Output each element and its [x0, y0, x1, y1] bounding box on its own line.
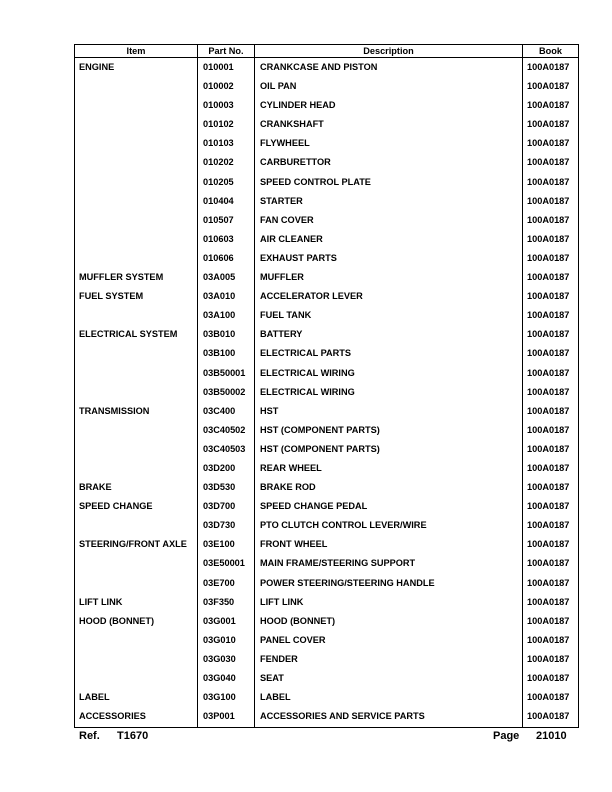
item-cell [75, 154, 198, 173]
item-cell [75, 249, 198, 268]
book-cell: 100A0187 [523, 555, 579, 574]
item-cell [75, 307, 198, 326]
table-row [75, 593, 579, 612]
table-row [75, 173, 579, 192]
book-cell: 100A0187 [523, 383, 579, 402]
part-no-cell: 010103 [198, 135, 255, 154]
description-cell: ELECTRICAL WIRING [255, 364, 523, 383]
book-cell: 100A0187 [523, 631, 579, 650]
footer-ref-label: Ref. [79, 730, 100, 742]
filler-cell [255, 727, 523, 728]
table-row [75, 230, 579, 249]
item-cell [75, 383, 198, 402]
table-row [75, 135, 579, 154]
column-header-part-no: Part No. [198, 45, 255, 58]
item-cell: LIFT LINK [79, 596, 123, 607]
description-cell: REAR WHEEL [255, 459, 523, 478]
column-header-item: Item [75, 45, 198, 58]
footer-page-label: Page [493, 730, 520, 742]
part-no-cell: 03B50002 [198, 383, 255, 402]
book-cell: 100A0187 [523, 192, 579, 211]
part-no-cell: 03G040 [198, 669, 255, 688]
book-cell: 100A0187 [523, 593, 579, 612]
book-cell: 100A0187 [523, 517, 579, 536]
table-row [75, 536, 579, 555]
part-no-cell: 03E100 [198, 536, 255, 555]
description-cell: PTO CLUTCH CONTROL LEVER/WIRE [255, 517, 523, 536]
book-cell: 100A0187 [523, 708, 579, 727]
description-cell: HST [255, 402, 523, 421]
filler-cell [75, 727, 198, 728]
part-no-cell: 03F350 [198, 593, 255, 612]
item-cell: LABEL [79, 692, 110, 703]
book-cell: 100A0187 [523, 650, 579, 669]
book-cell: 100A0187 [523, 211, 579, 230]
column-header-book: Book [523, 45, 579, 58]
table-row [75, 631, 579, 650]
part-no-cell: 010202 [198, 154, 255, 173]
part-no-cell: 010603 [198, 230, 255, 249]
book-cell: 100A0187 [523, 116, 579, 135]
item-cell: ACCESSORIES [79, 711, 146, 722]
part-no-cell: 03A100 [198, 307, 255, 326]
book-cell: 100A0187 [523, 287, 579, 306]
part-no-cell: 03G100 [198, 688, 255, 707]
table-body [75, 58, 579, 727]
item-cell [75, 116, 198, 135]
part-no-cell: 03P001 [198, 708, 255, 727]
part-no-cell: 010003 [198, 97, 255, 116]
description-cell: LIFT LINK [255, 593, 523, 612]
item-cell: BRAKE [79, 482, 112, 493]
book-cell: 100A0187 [523, 669, 579, 688]
item-cell [75, 650, 198, 669]
description-cell: ELECTRICAL PARTS [255, 345, 523, 364]
part-no-cell: 03A005 [198, 268, 255, 287]
description-cell: STARTER [255, 192, 523, 211]
part-no-cell: 010404 [198, 192, 255, 211]
item-cell: STEERING/FRONT AXLE [79, 539, 187, 550]
book-cell: 100A0187 [523, 459, 579, 478]
part-no-cell: 03G030 [198, 650, 255, 669]
item-cell [75, 517, 198, 536]
item-cell [75, 421, 198, 440]
description-cell: FRONT WHEEL [255, 536, 523, 555]
item-cell: ENGINE [79, 61, 115, 72]
item-cell [75, 97, 198, 116]
table-row [75, 97, 579, 116]
part-no-cell: 010507 [198, 211, 255, 230]
table-row [75, 154, 579, 173]
table-row [75, 478, 579, 497]
description-cell: CRANKCASE AND PISTON [255, 58, 523, 78]
description-cell: LABEL [255, 688, 523, 707]
table-row [75, 688, 579, 707]
table-row [75, 708, 579, 727]
description-cell: SPEED CHANGE PEDAL [255, 497, 523, 516]
description-cell: BATTERY [255, 326, 523, 345]
description-cell: HST (COMPONENT PARTS) [255, 421, 523, 440]
table-row [75, 364, 579, 383]
item-cell [75, 77, 198, 96]
description-cell: SPEED CONTROL PLATE [255, 173, 523, 192]
description-cell: AIR CLEANER [255, 230, 523, 249]
part-no-cell: 03C40503 [198, 440, 255, 459]
item-cell: HOOD (BONNET) [79, 615, 155, 626]
footer-ref-value: T1670 [117, 730, 149, 742]
item-cell [75, 631, 198, 650]
book-cell: 100A0187 [523, 688, 579, 707]
description-cell: FUEL TANK [255, 307, 523, 326]
table-row [75, 650, 579, 669]
part-no-cell: 010001 [198, 58, 255, 78]
book-cell: 100A0187 [523, 574, 579, 593]
table-row [75, 497, 579, 516]
description-cell: CRANKSHAFT [255, 116, 523, 135]
book-cell: 100A0187 [523, 249, 579, 268]
item-cell [75, 211, 198, 230]
book-cell: 100A0187 [523, 364, 579, 383]
item-cell [75, 574, 198, 593]
book-cell: 100A0187 [523, 154, 579, 173]
description-cell: HOOD (BONNET) [255, 612, 523, 631]
table-row [75, 555, 579, 574]
book-cell: 100A0187 [523, 612, 579, 631]
table-row [75, 116, 579, 135]
column-header-description: Description [255, 45, 523, 58]
table-row [75, 459, 579, 478]
footer-page-value: 21010 [536, 730, 567, 742]
book-cell: 100A0187 [523, 497, 579, 516]
description-cell: EXHAUST PARTS [255, 249, 523, 268]
table-row [75, 268, 579, 287]
description-cell: SEAT [255, 669, 523, 688]
item-cell: ELECTRICAL SYSTEM [79, 329, 178, 340]
parts-table [74, 44, 579, 728]
table-row [75, 574, 579, 593]
part-no-cell: 03C400 [198, 402, 255, 421]
filler-cell [198, 727, 255, 728]
table-row [75, 402, 579, 421]
item-cell [75, 555, 198, 574]
item-cell: MUFFLER SYSTEM [79, 272, 164, 283]
description-cell: CARBURETTOR [255, 154, 523, 173]
item-cell: SPEED CHANGE [79, 501, 153, 512]
table-row [75, 77, 579, 96]
book-cell: 100A0187 [523, 268, 579, 287]
item-cell [75, 669, 198, 688]
part-no-cell: 03E700 [198, 574, 255, 593]
part-no-cell: 03D730 [198, 517, 255, 536]
part-no-cell: 03D530 [198, 478, 255, 497]
book-cell: 100A0187 [523, 97, 579, 116]
book-cell: 100A0187 [523, 345, 579, 364]
table-row [75, 249, 579, 268]
table-row [75, 192, 579, 211]
book-cell: 100A0187 [523, 421, 579, 440]
part-no-cell: 010002 [198, 77, 255, 96]
part-no-cell: 010205 [198, 173, 255, 192]
book-cell: 100A0187 [523, 230, 579, 249]
table-row [75, 669, 579, 688]
item-cell: FUEL SYSTEM [79, 291, 144, 302]
table-row [75, 440, 579, 459]
description-cell: ACCESSORIES AND SERVICE PARTS [255, 708, 523, 727]
description-cell: HST (COMPONENT PARTS) [255, 440, 523, 459]
table-row [75, 211, 579, 230]
table-row [75, 326, 579, 345]
book-cell: 100A0187 [523, 58, 579, 78]
description-cell: MAIN FRAME/STEERING SUPPORT [255, 555, 523, 574]
book-cell: 100A0187 [523, 536, 579, 555]
description-cell: ACCELERATOR LEVER [255, 287, 523, 306]
item-cell [75, 192, 198, 211]
item-cell [75, 459, 198, 478]
table-row [75, 612, 579, 631]
description-cell: FENDER [255, 650, 523, 669]
table-row [75, 58, 579, 78]
part-no-cell: 03A010 [198, 287, 255, 306]
filler-cell [523, 727, 579, 728]
description-cell: CYLINDER HEAD [255, 97, 523, 116]
part-no-cell: 03B010 [198, 326, 255, 345]
table-row [75, 421, 579, 440]
part-no-cell: 03D700 [198, 497, 255, 516]
part-no-cell: 03G010 [198, 631, 255, 650]
item-cell [75, 173, 198, 192]
book-cell: 100A0187 [523, 402, 579, 421]
part-no-cell: 03E50001 [198, 555, 255, 574]
filler-row [75, 727, 579, 728]
description-cell: ELECTRICAL WIRING [255, 383, 523, 402]
book-cell: 100A0187 [523, 307, 579, 326]
table-row [75, 307, 579, 326]
item-cell: TRANSMISSION [79, 405, 150, 416]
table-filler [75, 727, 579, 728]
item-cell [75, 364, 198, 383]
description-cell: POWER STEERING/STEERING HANDLE [255, 574, 523, 593]
part-no-cell: 03C40502 [198, 421, 255, 440]
part-no-cell: 010102 [198, 116, 255, 135]
table-row [75, 383, 579, 402]
book-cell: 100A0187 [523, 173, 579, 192]
description-cell: MUFFLER [255, 268, 523, 287]
part-no-cell: 03G001 [198, 612, 255, 631]
book-cell: 100A0187 [523, 440, 579, 459]
table-row [75, 517, 579, 536]
book-cell: 100A0187 [523, 135, 579, 154]
table-row [75, 287, 579, 306]
item-cell [75, 230, 198, 249]
description-cell: BRAKE ROD [255, 478, 523, 497]
description-cell: FLYWHEEL [255, 135, 523, 154]
book-cell: 100A0187 [523, 478, 579, 497]
part-no-cell: 03D200 [198, 459, 255, 478]
item-cell [75, 345, 198, 364]
book-cell: 100A0187 [523, 326, 579, 345]
table-header-row [75, 45, 579, 58]
book-cell: 100A0187 [523, 77, 579, 96]
description-cell: OIL PAN [255, 77, 523, 96]
table-row [75, 345, 579, 364]
part-no-cell: 03B50001 [198, 364, 255, 383]
item-cell [75, 135, 198, 154]
part-no-cell: 03B100 [198, 345, 255, 364]
description-cell: FAN COVER [255, 211, 523, 230]
part-no-cell: 010606 [198, 249, 255, 268]
item-cell [75, 440, 198, 459]
description-cell: PANEL COVER [255, 631, 523, 650]
